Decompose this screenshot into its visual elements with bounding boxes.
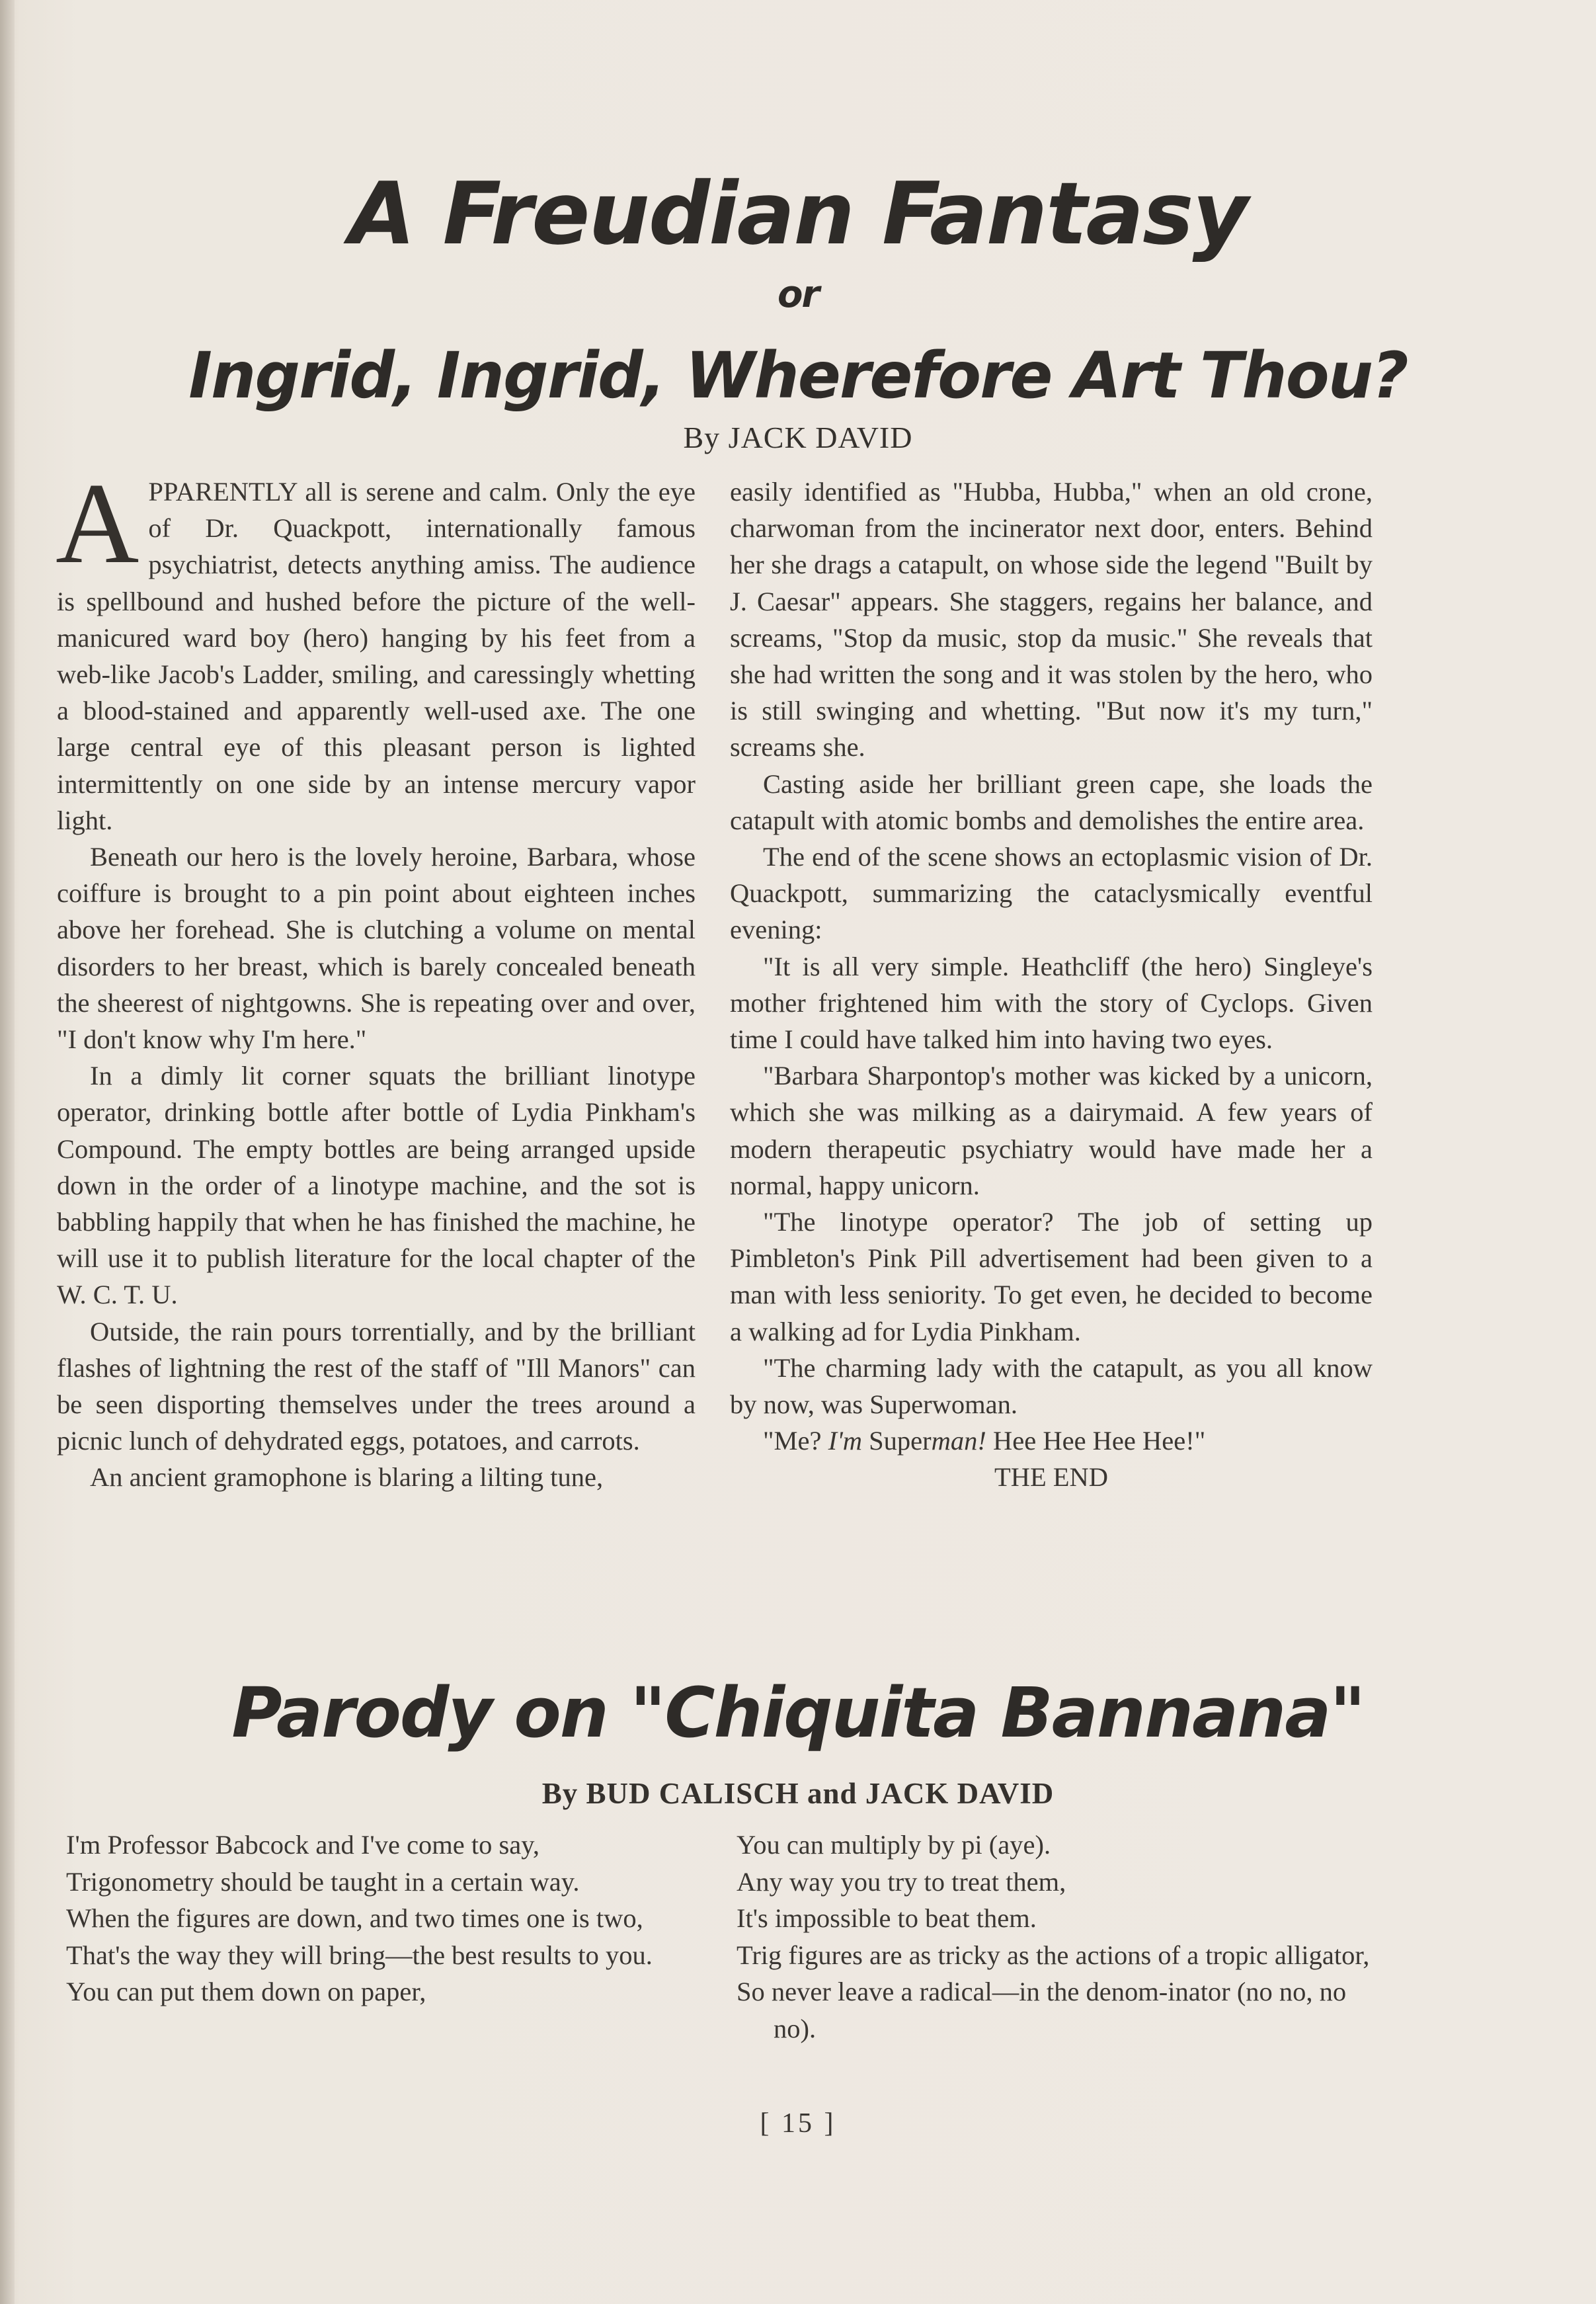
closing-text-italic: man! <box>931 1426 986 1456</box>
poem-line: Any way you try to treat them, <box>737 1866 1066 1897</box>
paragraph: easily identified as "Hubba, Hubba," when an old crone, charwoman from the incinerator next door, enters. Behind her she drags a catapult, on whose side the legend "Built by J. Caesar" appears. She staggers, regains her balance, and screams, "Stop da music, stop da music." She reveals that she had written the song and it was stolen by the hero, who is still swinging and whetting. "But now it's my turn," screams she. <box>730 477 1373 762</box>
article2-title-block <box>0 1672 1596 1753</box>
article1-byline: By JACK DAVID <box>683 421 913 454</box>
paragraph: Outside, the rain pours torrentially, and by the brilliant flashes of lightning the rest of the staff of "Ill Manors" can be seen disporting themselves under the trees around a picnic lunch of dehydrated eggs, potatoes, and carrots. <box>57 1316 696 1456</box>
paragraph: Casting aside her brilliant green cape, she loads the catapult with atomic bombs and demolishes the entire area. <box>730 768 1373 835</box>
paragraph: The end of the scene shows an ectoplasmic vision of Dr. Quackpott, summarizing the cataclysmically eventful evening: <box>730 842 1373 945</box>
article1-title-block <box>0 163 1596 264</box>
paragraph: "The charming lady with the catapult, as you all know by now, was Superwoman. <box>730 1352 1373 1420</box>
poem-line: When the figures are down, and two times one is two, <box>66 1903 643 1933</box>
paragraph: "It is all very simple. Heathcliff (the hero) Singleye's mother frightened him with the story of Cyclops. Given time I could have talked him into having two eyes. <box>730 951 1373 1055</box>
poem-right-column <box>737 1827 1391 2047</box>
paragraph <box>56 459 696 839</box>
article2-title: Parody on "Chiquita Bannana" <box>231 1672 1365 1753</box>
page-number: [ 15 ] <box>760 2108 836 2139</box>
poem-line: That's the way they will bring—the best results to you. <box>66 1940 653 1970</box>
poem-line: It's impossible to beat them. <box>737 1903 1037 1933</box>
closing-text-italic: I'm <box>828 1426 863 1456</box>
poem-left-column <box>66 1827 714 2010</box>
article1-subtitle: Ingrid, Ingrid, Wherefore Art Thou? <box>188 339 1408 413</box>
paragraph: Beneath our hero is the lovely heroine, Barbara, whose coiffure is brought to a pin point about eighteen inches above her forehead. She is clutching a volume on mental disorders to her breast, which is barely concealed beneath the sheerest of nightgowns. She is repeating over and over, "I don't know why I'm here." <box>57 842 696 1055</box>
poem-line: So never leave a radical—in the denom-inator (no no, no no). <box>737 1977 1347 2043</box>
article1-column-left <box>56 459 696 1496</box>
poem-line: Trig figures are as tricky as the actions of a tropic alligator, <box>737 1940 1370 1970</box>
poem-line: You can multiply by pi (aye). <box>737 1830 1051 1860</box>
closing-text: "Me? <box>763 1426 828 1456</box>
article1-title: A Freudian Fantasy <box>348 163 1248 264</box>
article1-or-text: or <box>777 273 819 316</box>
paragraph: In a dimly lit corner squats the brilliant linotype operator, drinking bottle after bottle of Lydia Pinkham's Compound. The empty bottles are being arranged upside down in the order of a linotype machine, and the sot is babbling happily that when he has finished the machine, he will use it to publish literature for the local chapter of the W. C. T. U. <box>57 1061 696 1310</box>
the-end: THE END <box>994 1462 1109 1493</box>
article2-byline: By BUD CALISCH and JACK DAVID <box>541 1777 1055 1810</box>
closing-line <box>730 1422 1373 1459</box>
paragraph: "Barbara Sharpontop's mother was kicked by a unicorn, which she was milking as a dairymaid. A few years of modern therapeutic psychiatry would have made her a normal, happy unicorn. <box>730 1061 1373 1200</box>
poem-line: I'm Professor Babcock and I've come to say, <box>66 1830 540 1860</box>
poem-line: Trigonometry should be taught in a certain way. <box>66 1866 580 1897</box>
drop-cap: A <box>56 459 140 587</box>
article1-column-right <box>730 473 1373 1496</box>
closing-text: Super <box>862 1426 932 1456</box>
article1-subtitle-block <box>0 339 1596 413</box>
paragraph: "The linotype operator? The job of setting up Pimbleton's Pink Pill advertisement had been given to a man with less seniority. To get even, he decided to become a walking ad for Lydia Pinkham. <box>730 1207 1373 1346</box>
paragraph-text: PPARENTLY all is serene and calm. Only the eye of Dr. Quackpott, internationally famous psychiatrist, detects anything amiss. The audience is spellbound and hushed before the picture of the well-manicured ward boy (hero) hanging by his feet from a web-like Jacob's Ladder, smiling, and caressingly whetting a blood-stained and apparently well-used axe. The one large central eye of this pleasant person is lighted intermittently on one side by an intense mercury vapor light. <box>57 477 696 835</box>
poem-line: You can put them down on paper, <box>66 1977 426 2006</box>
paragraph: An ancient gramophone is blaring a lilting tune, <box>90 1462 604 1493</box>
article1-or <box>0 273 1596 316</box>
closing-text: Hee Hee Hee Hee!" <box>986 1426 1206 1456</box>
